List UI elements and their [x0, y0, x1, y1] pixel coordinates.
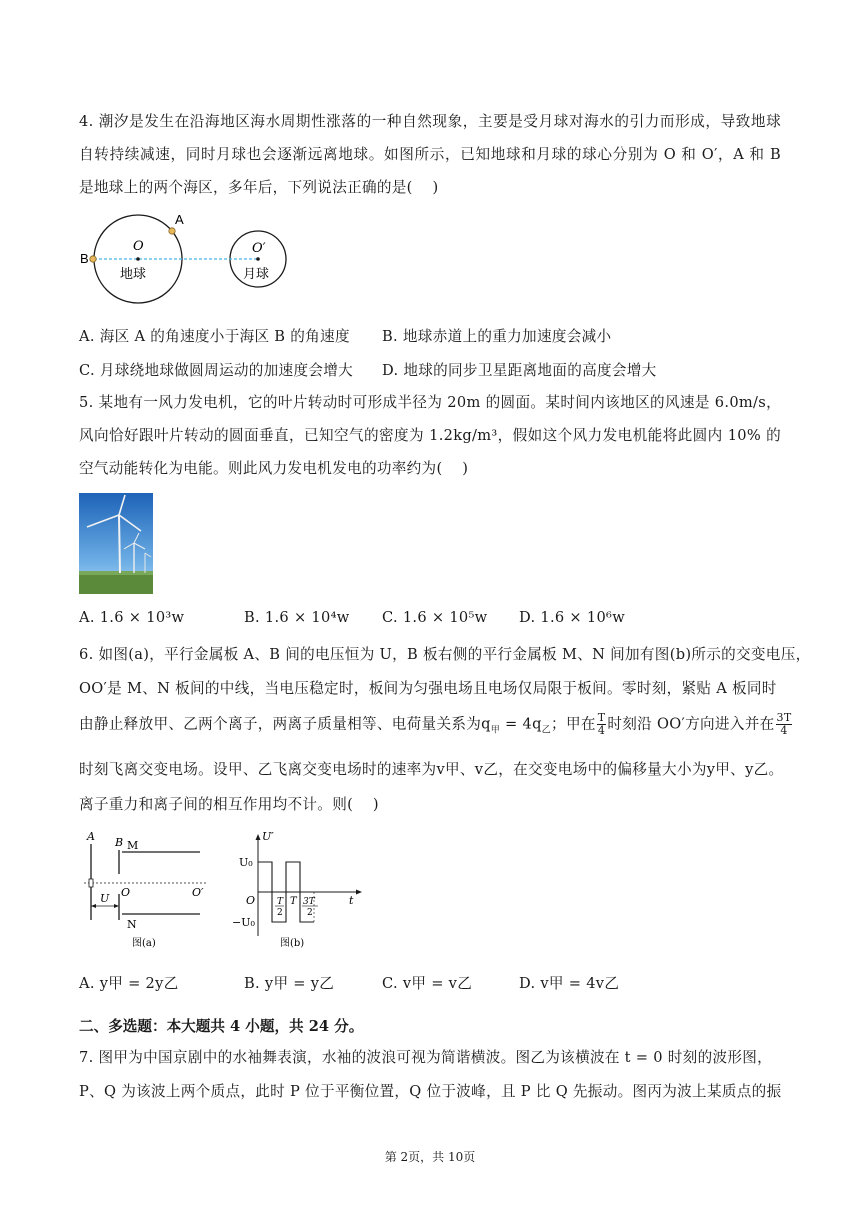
- frac2-den: 4: [780, 724, 788, 737]
- q6-line2: OO′是 M、N 板间的中线，当电压稳定时，板间为匀强电场且电场仅局限于板间。零时刻，紧贴 A 板同时: [79, 680, 777, 697]
- figure-a-plates: [82, 830, 212, 950]
- q4-stem: 4. 潮汐是发生在沿海地区海水周期性涨落的一种自然现象，主要是受月球对海水的引力而形成，导致地球自转持续减速，同时月球也会逐渐远离地球。如图所示，已知地球和月球的球心分别为 O 和 O′，A 和 B 是地球上的两个海区，多年后，下列说法正确的是( ): [79, 113, 781, 196]
- fig-b-t: T: [290, 896, 297, 907]
- q6-option-d: D. v甲 = 4v乙: [519, 975, 620, 992]
- fraction-3t-over-4: [776, 712, 793, 737]
- fig-a-label-b: B: [115, 836, 124, 849]
- q4-option-d: D. 地球的同步卫星距离地面的高度会增大: [382, 362, 657, 379]
- q6-line3: [79, 712, 793, 737]
- fig-b-label-u0: U₀: [239, 856, 253, 869]
- frac1-den: 4: [597, 724, 606, 737]
- fig-b-caption: 图(b): [280, 938, 305, 949]
- wind-turbine-photo: [79, 493, 153, 594]
- label-o2: O′: [252, 241, 266, 256]
- fig-b-t32-den: 2: [307, 908, 313, 918]
- frac1-num: T: [597, 711, 606, 724]
- page-footer: 第 2页，共 10页: [384, 1150, 476, 1164]
- q6-line3c: = 4q: [500, 715, 542, 733]
- fig-b-t-axis: t: [349, 894, 354, 907]
- label-b: B: [80, 251, 89, 266]
- q5-option-d: D. 1.6 × 10⁶w: [519, 609, 625, 626]
- q6-line1: 6. 如图(a)，平行金属板 A、B 间的电压恒为 U，B 板右侧的平行金属板 M、N 间加有图(b)所示的交变电压，: [79, 646, 811, 663]
- q4-option-c: C. 月球绕地球做圆周运动的加速度会增大: [79, 362, 354, 379]
- point-b: [90, 256, 96, 262]
- label-o: O: [133, 239, 144, 254]
- label-earth: 地球: [120, 267, 147, 282]
- section-multiple-choice-title: 二、多选题：本大题共 4 小题，共 24 分。: [79, 1018, 364, 1035]
- q5-option-b: B. 1.6 × 10⁴w: [244, 609, 350, 626]
- fig-a-label-o: O: [121, 886, 131, 899]
- fig-b-t2-num: T: [277, 897, 284, 907]
- label-a: A: [175, 212, 184, 227]
- q6-option-a: A. y甲 = 2y乙: [79, 975, 179, 992]
- q5-option-a: A. 1.6 × 10³w: [79, 609, 185, 626]
- q4-option-a: A. 海区 A 的角速度小于海区 B 的角速度: [79, 328, 350, 345]
- fig-b-t32-num: 3T: [303, 897, 315, 907]
- fraction-t-over-4: [597, 712, 607, 737]
- earth-moon-figure: [80, 212, 300, 308]
- q7-line2: P、Q 为该波上两个质点，此时 P 位于平衡位置，Q 位于波峰，且 P 比 Q 先振动。图丙为波上某质点的振: [79, 1083, 782, 1100]
- q6-line3a: 由静止释放甲、乙两个离子，两离子质量相等、电荷量关系为q: [79, 715, 491, 733]
- fig-a-label-n: N: [127, 918, 137, 931]
- earth-center-dot: [136, 257, 140, 261]
- q6-line3e: ；甲在: [551, 715, 596, 733]
- fig-a-caption: 图(a): [132, 938, 156, 949]
- q6-option-c: C. v甲 = v乙: [382, 975, 473, 992]
- fig-b-t2-den: 2: [277, 908, 283, 918]
- q6-sub-yi: 乙: [541, 725, 552, 736]
- q6-line4: 时刻飞离交变电场。设甲、乙飞离交变电场时的速率为v甲、v乙，在交变电场中的偏移量大小为y甲、y乙。: [79, 761, 784, 778]
- q5-stem: 5. 某地有一风力发电机，它的叶片转动时可形成半径为 20m 的圆面。某时间内该地区的风速是 6.0m/s，风向恰好跟叶片转动的圆面垂直，已知空气的密度为 1.2kg/m³，假如这个风力发电机能将此圆内 10% 的空气动能转化为电能。则此风力发电机发电的功率约为( ): [79, 394, 781, 477]
- point-a: [169, 228, 175, 234]
- fig-b-label-u-axis: U′: [262, 830, 274, 843]
- fig-b-label-o: O: [246, 894, 256, 907]
- fig-a-label-a: A: [87, 830, 95, 843]
- fig-a-label-u: U: [100, 892, 110, 905]
- q6-line5: 离子重力和离子间的相互作用均不计。则( ): [79, 796, 379, 813]
- fig-a-label-o2: O′: [192, 886, 204, 899]
- q6-option-b: B. y甲 = y乙: [244, 975, 335, 992]
- frac2-num: 3T: [776, 711, 792, 724]
- q7-line1: 7. 图甲为中国京剧中的水袖舞表演，水袖的波浪可视为简谐横波。图乙为该横波在 t = 0 时刻的波形图，: [79, 1049, 773, 1066]
- fig-a-label-m: M: [127, 839, 139, 852]
- q4-option-b: B. 地球赤道上的重力加速度会减小: [382, 328, 612, 345]
- moon-center-dot: [256, 257, 260, 261]
- q6-sub-jia: 甲: [490, 725, 501, 736]
- fig-b-label-neg-u0: −U₀: [232, 916, 255, 929]
- label-moon: 月球: [243, 267, 270, 282]
- q6-line3f: 时刻沿 OO′方向进入并在: [607, 715, 775, 733]
- figure-b-voltage-graph: [228, 830, 368, 950]
- q5-option-c: C. 1.6 × 10⁵w: [382, 609, 488, 626]
